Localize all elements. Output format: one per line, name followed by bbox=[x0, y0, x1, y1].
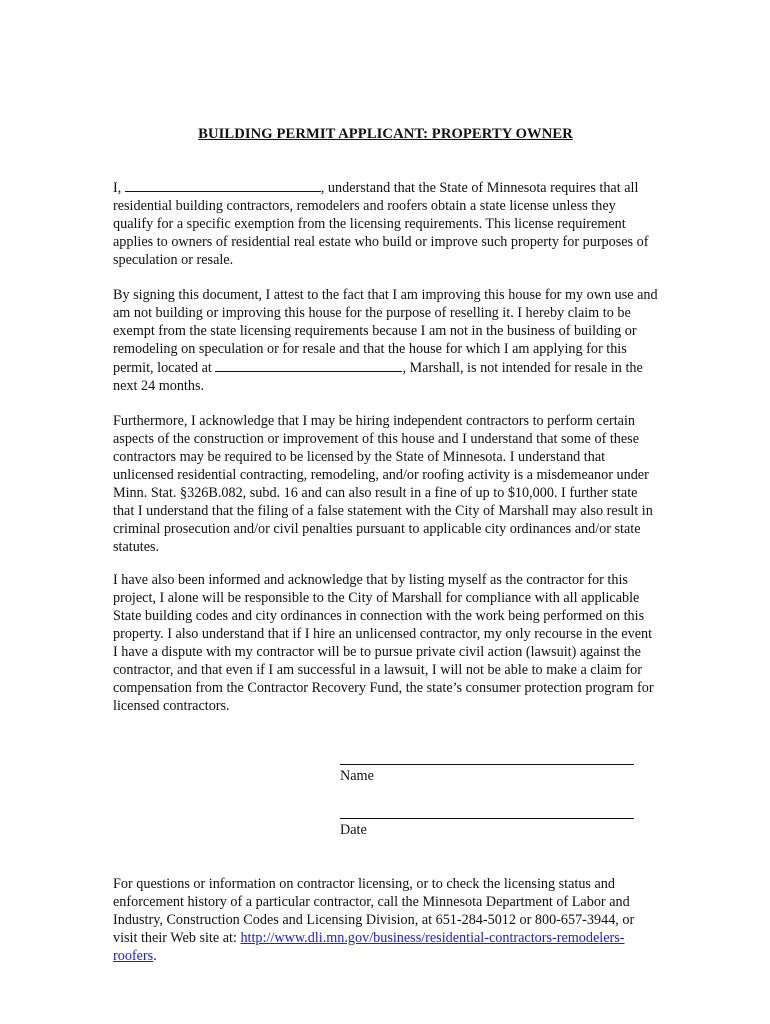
paragraph-text: I, bbox=[113, 180, 125, 196]
name-label: Name bbox=[340, 768, 374, 784]
paragraph-acknowledgement bbox=[113, 178, 658, 269]
paragraph-attestation bbox=[113, 286, 658, 395]
property-address-blank[interactable] bbox=[215, 358, 402, 372]
paragraph-text: , Marshall, is not intended for resale in the next 24 months. bbox=[113, 360, 643, 394]
paragraph-responsibility: I have also been informed and acknowledge that by listing myself as the contractor for this project, I alone will be responsible to the City of Marshall for compliance with all applicable State building codes and city ordinances in connection with the work being performed on this property. I also understand that if I hire an unlicensed contractor, my only recourse in the event I have a dispute with my contractor will be to pursue private civil action (lawsuit) against the contractor, and that even if I am successful in a lawsuit, I will not be able to make a claim for compensation from the Contractor Recovery Fund, the state’s consumer protection program for licensed contractors. bbox=[113, 572, 654, 714]
paragraph-contact-info bbox=[113, 875, 658, 965]
date-signature-line[interactable] bbox=[340, 818, 634, 819]
paragraph-text: By signing this document, I attest to the fact that I am improving this house for my own use and am not building or improving this house for the purpose of reselling it. I hereby claim to be exempt from the state licensing requirements because I am not in the business of building or remodeling on speculation or for resale and that the house for which I am applying for this permit, located at bbox=[113, 287, 658, 376]
paragraph-text: For questions or information on contractor licensing, or to check the licensing status and enforcement history of a particular contractor, call the Minnesota Department of Labor and Industry, Construction Codes and Licensing Division, at 651-284-5012 or 800-657-3944, or visit their Web site at: bbox=[113, 876, 635, 946]
dli-website-link[interactable]: http://www.dli.mn.gov/business/residential-contractors-remodelers-roofers bbox=[113, 930, 625, 964]
paragraph-contractors: Furthermore, I acknowledge that I may be hiring independent contractors to perform certain aspects of the construction or improvement of this house and I understand that some of these contractors may be required to be licensed by the State of Minnesota. I understand that unlicensed residential contracting, remodeling, and/or roofing activity is a misdemeanor under Minn. Stat. §326B.082, subd. 16 and can also result in a fine of up to $10,000. I further state that I understand that the filing of a false statement with the City of Marshall may also result in criminal prosecution and/or civil penalties pursuant to applicable city ordinances and/or state statutes. bbox=[113, 413, 653, 555]
owner-name-blank[interactable] bbox=[125, 178, 321, 192]
paragraph-text: , understand that the State of Minnesota requires that all residential building contractors, remodelers and roofers obtain a state license unless they qualify for a specific exemption from the licensing requirements. This license requirement applies to owners of residential real estate who build or improve such property for purposes of speculation or resale. bbox=[113, 180, 649, 268]
paragraph-text: . bbox=[153, 948, 157, 964]
date-label: Date bbox=[340, 822, 367, 838]
document-title: BUILDING PERMIT APPLICANT: PROPERTY OWNER bbox=[198, 126, 573, 142]
name-signature-line[interactable] bbox=[340, 764, 634, 765]
